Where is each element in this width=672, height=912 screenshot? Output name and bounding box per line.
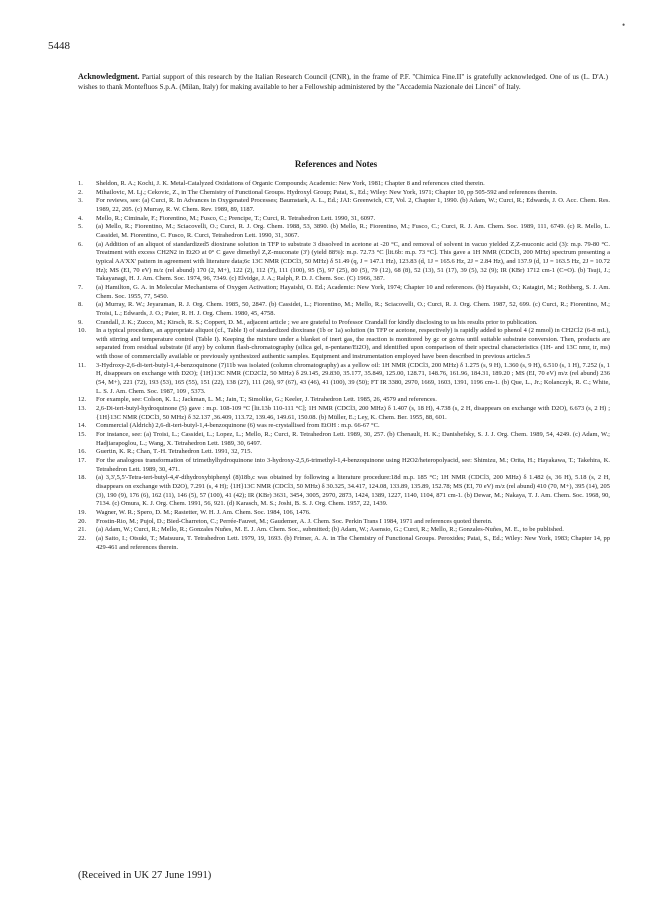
reference-item xyxy=(78,431,610,448)
references-heading: References and Notes xyxy=(294,159,378,169)
reference-number: 13. xyxy=(78,405,87,413)
reference-text: 2,6-Di-tert-butyl-hydroquinone (5) gave : m.p. 108-109 °C [lit.13b 110-111 °C]; 1H NMR (CDCl3, 200 MHz) δ 1.407 (s, 18 H), 4.738 (s, 2 H, disappears on exchange with D2O), 6.673 (s, 2 H) ; {1H}13C NMR (CDCl3, 50 MHz) δ 32.137 ,36.409, 113.72, 139.46, 149.61, 150.08. (b) Müller, E.; Ley, K. Chem. Ber. 1955, 88, 601. xyxy=(96,405,610,421)
page-number: 5448 xyxy=(48,40,70,52)
reference-text: For the analogous transformation of trimethylhydroquinone into 3-hydroxy-2,5,6-trimethyl-1,4-benzoquinone using H2O2/heteropolyacid, see: Shimizu, M.; Orita, H.; Hayakawa, T.; Takehira, K. Tetrahedron Lett. 1989, 30, 471. xyxy=(96,457,610,473)
reference-item xyxy=(78,284,610,301)
reference-number: 9. xyxy=(78,318,83,326)
reference-number: 16. xyxy=(78,448,87,456)
reference-item xyxy=(78,457,610,474)
reference-text: Mihailovic, M. Lj.; Cekovic, Z., in The Chemistry of Functional Groups. Hydroxyl Group; Patai, S., Ed.; Wiley: New York, 1971; Chapter 10, pp 505-592 and references therein. xyxy=(96,188,558,196)
reference-text: Mello, R.; Ciminale, F.; Fiorentino, M.; Fusco, C.; Prencipe, T.; Curci, R. Tetrahedron Lett. 1990, 31, 6097. xyxy=(96,214,376,222)
reference-item xyxy=(78,474,610,509)
reference-number: 19. xyxy=(78,508,87,516)
reference-item xyxy=(78,241,610,284)
reference-number: 6. xyxy=(78,240,83,248)
reference-number: 10. xyxy=(78,327,87,335)
reference-text: For example, see: Colson, K. L.; Jackman, L. M.; Jain, T.; Simolike, G.; Keeler, J. Tetrahedron Lett. 1985, 26, 4579 and references. xyxy=(96,396,437,404)
reference-item xyxy=(78,422,610,431)
reference-number: 4. xyxy=(78,214,83,222)
reference-item xyxy=(78,518,610,527)
acknowledgment-paragraph xyxy=(78,72,608,93)
reference-number: 8. xyxy=(78,301,83,309)
reference-item xyxy=(78,215,610,224)
reference-text: For reviews, see: (a) Curci, R. In Advances in Oxygenated Processes; Baumstark, A. L., Ed.; JAI: Greenwich, CT, Vol. 2, Chapter 1, 1990. (b) Adam, W.; Curci, R.; Edwards, J. O. Acc. Chem. Res. 1989, 22, 205. (c) Murray, R. W. Chem. Rev. 1989, 89, 1187. xyxy=(96,197,610,213)
reference-item xyxy=(78,509,610,518)
reference-number: 17. xyxy=(78,457,87,464)
reference-item xyxy=(78,396,610,405)
reference-item xyxy=(78,319,610,328)
reference-text: Crandall, J. K.; Zucco, M.; Kirsch, R. S.; Coppert, D. M., adjacent article ; we are grateful to Professor Crandall for kindly disclosing to us his results prior to publication. xyxy=(96,318,538,326)
received-date: (Received in UK 27 June 1991) xyxy=(78,870,212,881)
reference-text: In a typical procedure, an appropriate aliquot (cf., Table I) of standardized dioxirane (1b or 1a) solution (in TFP or acetone, respectively) is rapidly added to phenol 4 (2 mmol) in CH2Cl2 (6-8 mL), with stirring and temperature control (Table I). Keeping the mixture under a blanket of inert gas, the reaction is monitored by gc or gc/ms until suitable substrate conversion. Then, products are separated from residual substrate (if any) by column flash-chromatography (silica gel, n-pentane/Et2O), and identified upon comparison of their spectral characteristics (1H- and 13C nmr, ir, ms) with those of commercially available or previously synthesized authentic samples. Equipment and instrumentation employed have been described in previous articles.5 xyxy=(96,327,610,361)
reference-number: 7. xyxy=(78,283,83,291)
reference-item xyxy=(78,448,610,457)
reference-number: 2. xyxy=(78,188,83,196)
reference-text: For instance, see: (a) Troisi, L.; Cassidei, L.; Lopez, L.; Mello, R.; Curci, R. Tetrahedron Lett. 1989, 30, 257. (b) Chenault, H. K.; Danishefsky, S. J. J. Org. Chem. 1989, 54, 4249. (c) Adam, W.; Hadjiarapoglou, L.; Wang, X. Tetrahedron Lett. 1989, 30, 6497. xyxy=(96,431,610,447)
reference-text: 3-Hydroxy-2,6-di-tert-butyl-1,4-benzoquinone (7)11b was isolated (column chromatography) as a yellow oil: 1H NMR (CDCl3, 200 MHz) δ 1.275 (s, 9 H), 1.360 (s, 9 H), 6.510 (s, 1 H), 7.252 (s, 1 H, disappears on exchange with D2O); {1H}13C NMR (CD2Cl2, 50 MHz) δ 29.145, 29.830, 35.177, 35.849, 125.00, 128.71, 148.76, 161.96, 184.31, 189.20 ; MS (EI, 70 eV) m/z (rel abund) 236 (54, M+), 221 (72), 193 (53), 165 (55), 151 (22), 138 (27), 111 (26), 97 (67), 43 (46), 41 (100), 39 (50); FT IR 3380, 2970, 1669, 1603, 1391, 1196 cm-1. (b) Que, L., Jr.; Kolanczyk, R. C.; White, L. S. J. Am. Chem. Soc. 1987, 109 , 5373. xyxy=(96,361,610,395)
reference-number: 18. xyxy=(78,474,87,482)
reference-number: 21. xyxy=(78,526,87,534)
corner-mark: • xyxy=(622,20,626,30)
reference-number: 3. xyxy=(78,197,83,205)
reference-text: (a) Hamilton, G. A. in Molecular Mechanisms of Oxygen Activation; Hayaishi, O. Ed.; Academic: New York, 1974; Chapter 10 and references. (b) Hayaishi, O.; Katagiri, M.; Rothberg, S. J. Am. Chem. Soc. 1955, 77, 5450. xyxy=(96,283,610,300)
reference-text: (a) Saito, I.; Otsuki, T.; Matsuura, T. Tetrahedron Lett. 1979, 19, 1693. (b) Frimer, A. A. in The Chemistry of Functional Groups. Peroxides; Patai, S., Ed.; Wiley: New York, 1983; Chapter 14, pp 429-461 and references therein. xyxy=(96,534,610,551)
reference-text: (a) Addition of an aliquot of standardized5 dioxirane solution in TFP to substrate 3 dissolved in acetone at -20 °C, and removal of solvent in vacuo yielded Z,Z-muconic acid (3): m.p. 79-80 °C. Treatment with excess CH2N2 in Et2O at 0° C gave dimethyl Z,Z-muconate (3') (yield 88%): m.p. 72.73 °C [lit.6b: m.p. 73 °C]. This gave a 1H NMR (CDCl3, 200 MHz) spectrum presenting a typical AA'XX' pattern in agreement with literature data;6c 13C NMR (CDCl3, 50 MHz) δ 51.49 (q, J = 147.1 Hz), 123.83 (d, 1J = 165.6 Hz, 2J = 2.84 Hz), and 137.9 (d, 1J = 163.5 Hz, 2J = 10.72 Hz); MS (EI, 70 eV) m/z (rel abund) 170 (2, M+), 122 (2), 112 (7), 111 (100), 95 (5), 97 (25), 80 (5), 79 (12), 68 (8), 52 (13), 51 (17), 39 (5), 32 (9); IR (KBr) 1712 cm-1 (C=O). (b) Tsuji, J.; Takayanagi, H. J. Am. Chem. Soc. 1974, 96, 7349. (c) Elvidge, J. A.; Ralph, P. D. J. Chem. Soc. (C) 1966, 387. xyxy=(96,240,610,283)
reference-item xyxy=(78,189,610,198)
reference-number: 20. xyxy=(78,517,87,525)
reference-item xyxy=(78,535,610,552)
reference-text: Guertin, K. R.; Chan, T.-H. Tetrahedron Lett. 1991, 32, 715. xyxy=(96,448,253,456)
reference-item xyxy=(78,526,610,535)
reference-number: 15. xyxy=(78,431,87,439)
reference-item xyxy=(78,405,610,422)
reference-text: (a) Mello, R.; Fiorentino, M.; Sciacovelli, O.; Curci, R. J. Org. Chem. 1988, 53, 3890. (b) Mello, R.; Fiorentino, M.; Fusco, C.; Curci, R. J. Am. Chem. Soc. 1989, 111, 6749. (c) R. Mello, L. Cassidei, M. Fiorentino, C. Fusco, R. Curci, Tetrahedron Lett. 1990, 31, 3067. xyxy=(96,223,610,239)
acknowledgment-text: Partial support of this research by the Italian Research Council (CNR), in the frame of P.F. "Chimica Fine.II" is gratefully acknowledged. One of us (L. D'A.) wishes to thank Montefluos S.p.A. (Milan, Italy) for making available to her a Fellowship administered by the "Accademia Nazionale dei Lincei" of Italy. xyxy=(78,73,608,92)
reference-number: 22. xyxy=(78,534,87,542)
reference-number: 5. xyxy=(78,223,83,231)
acknowledgment-heading: Acknowledgment. xyxy=(78,72,140,81)
reference-text: Frostin-Rio, M.; Pujol, D.; Bied-Charreton, C.; Perrée-Fauvet, M.; Gaudemer, A. J. Chem. Soc. Perkin Trans I 1984, 1971 and references quoted therein. xyxy=(96,517,493,525)
reference-text: Commercial (Aldrich) 2,6-di-tert-butyl-1,4-benzoquinone (6) was re-crystallised from EtOH : m.p. 66-67 °C. xyxy=(96,422,380,430)
reference-item xyxy=(78,223,610,240)
reference-item xyxy=(78,327,610,362)
reference-text: Wagner, W. R.; Spero, D. M.; Rastetter, W. H. J. Am. Chem. Soc. 1984, 106, 1476. xyxy=(96,508,311,516)
reference-text: (a) Murray, R. W.; Jeyaraman, R. J. Org. Chem. 1985, 50, 2847. (b) Cassidei, L.; Fiorentino, M.; Mello, R.; Sciacovelli, O.; Curci, R. J. Org. Chem. 1987, 52, 699. (c) Curci, R.; Fiorentino, M.; Troisi, L.; Edwards, J. O.; Pater, R. H. J. Org. Chem. 1980, 45, 4758. xyxy=(96,301,610,317)
reference-item xyxy=(78,362,610,397)
reference-list xyxy=(78,180,610,552)
reference-item xyxy=(78,301,610,318)
reference-text: (a) 3,3',5,5'-Tetra-tert-butyl-4,4'-dihydroxybiphenyl (8)18b,c was obtained by following a literature procedure:18d m.p. 185 °C; 1H NMR (CDCl3, 200 MHz) δ 1.482 (s, 36 H), 5.18 (s, 2 H, disappears on exchange with D2O), 7.291 (s, 4 H); {1H}13C NMR (CDCl3, 50 MHz) δ 30.325, 34.417, 124.08, 133.89, 135.89, 152.78; MS (EI, 70 eV) m/z (rel abund) 410 (70, M+), 395 (14), 205 (3), 190 (9), 176 (6), 162 (11), 146 (5), 57 (100), 41 (42); IR (KBr) 3631, 3454, 3005, 2970, 2873, 1424, 1389, 1227, 1140, 1104, 871 cm-1. (b) Dewar, M.; Nakaya, T. J. Am. Chem. Soc. 1968, 90, 7134. (c) Omura, K. J. Org. Chem. 1991, 56, 921. (d) Karasch, M. S.; Joshi, B. S. J. Org. Chem. 1957, 22, 1439. xyxy=(96,474,610,508)
reference-number: 12. xyxy=(78,396,87,404)
reference-text: Sheldon, R. A.; Kochi, J. K. Metal-Catalyzed Oxidations of Organic Compounds; Academic: New York, 1981; Chapter 8 and references cited therein. xyxy=(96,180,485,187)
reference-number: 1. xyxy=(78,180,83,187)
reference-number: 14. xyxy=(78,422,87,430)
reference-item xyxy=(78,197,610,214)
reference-number: 11. xyxy=(78,361,86,369)
reference-text: (a) Adam, W.; Curci, R.; Mello, R.; Gonzales Nuñes, M. E. J. Am. Chem. Soc., submitted; (b) Adam, W.; Asensio, G.; Curci, R.; Mello, R.; Gonzales-Nuñes, M. E., to be published. xyxy=(96,526,564,534)
reference-item xyxy=(78,180,610,189)
